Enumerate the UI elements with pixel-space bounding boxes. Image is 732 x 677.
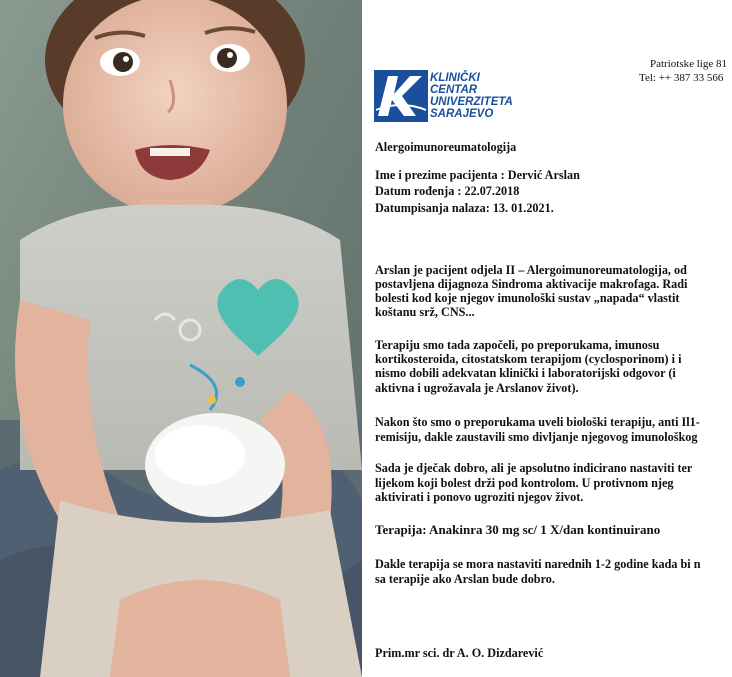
paragraph-1-line-4: koštanu srž, CNS... <box>375 305 475 319</box>
paragraph-1-line-2: postavljena dijagnoza Sindroma aktivacije makrofaga. Radi <box>375 277 688 291</box>
logo-text-1: KLINIČKI <box>430 72 480 84</box>
paragraph-3-line-2: remisiju, dakle zaustavili smo divljanje njegovog imunološkog <box>375 430 698 444</box>
address-line: Patriotske lige 81 <box>650 58 727 70</box>
department-heading: Alergoimunoreumatologija <box>375 140 517 154</box>
logo-text-2: CENTAR <box>430 84 478 96</box>
medical-report <box>362 0 732 677</box>
paragraph-4-line-3: aktivirati i ponovo ugroziti njegov život. <box>375 490 584 504</box>
paragraph-1-line-3: bolesti kod koje njegov imunološki sustav „napada“ vlastit <box>375 291 680 305</box>
paragraph-2-line-4: aktivna i ugrožavala je Arslanov život). <box>375 381 579 395</box>
kcus-logo-icon <box>374 70 428 122</box>
date-of-birth: Datum rođenja : 22.07.2018 <box>375 184 520 198</box>
logo-text-4: SARAJEVO <box>430 108 494 120</box>
signature: Prim.mr sci. dr A. O. Dizdarević <box>375 646 544 660</box>
paragraph-4-line-1: Sada je dječak dobro, ali je apsolutno indicirano nastaviti ter <box>375 461 693 475</box>
child-photo-illustration <box>0 0 362 677</box>
logo-text-3: UNIVERZITETA <box>430 96 513 108</box>
patient-name: Ime i prezime pacijenta : Dervić Arslan <box>375 168 580 182</box>
report-date: Datumpisanja nalaza: 13. 01.2021. <box>375 201 554 215</box>
paragraph-2-line-1: Terapiju smo tada započeli, po preporukama, imunosu <box>375 338 660 352</box>
paragraph-3-line-1: Nakon što smo o preporukama uveli biološki terapiju, anti Il1- <box>375 415 700 429</box>
paragraph-5-line-1: Dakle terapija se mora nastaviti narednih 1-2 godine kada bi n <box>375 557 701 571</box>
paragraph-2-line-2: kortikosteroida, citostatskom terapijom (cyclosporinom) i i <box>375 352 682 366</box>
hospital-logo <box>374 70 428 127</box>
phone-line: Tel: ++ 387 33 566 <box>639 72 724 84</box>
therapy-line: Terapija: Anakinra 30 mg sc/ 1 X/dan kontinuirano <box>375 522 661 537</box>
paragraph-4-line-2: lijekom koji bolest drži pod kontrolom. U protivnom njeg <box>375 476 674 490</box>
paragraph-5-line-2: sa terapije ako Arslan bude dobro. <box>375 572 555 586</box>
child-photo <box>0 0 362 677</box>
paragraph-1-line-1: Arslan je pacijent odjela II – Alergoimunoreumatologija, od <box>375 263 687 277</box>
paragraph-2-line-3: nismo dobili adekvatan klinički i laboratorijski odgovor (i <box>375 366 676 380</box>
